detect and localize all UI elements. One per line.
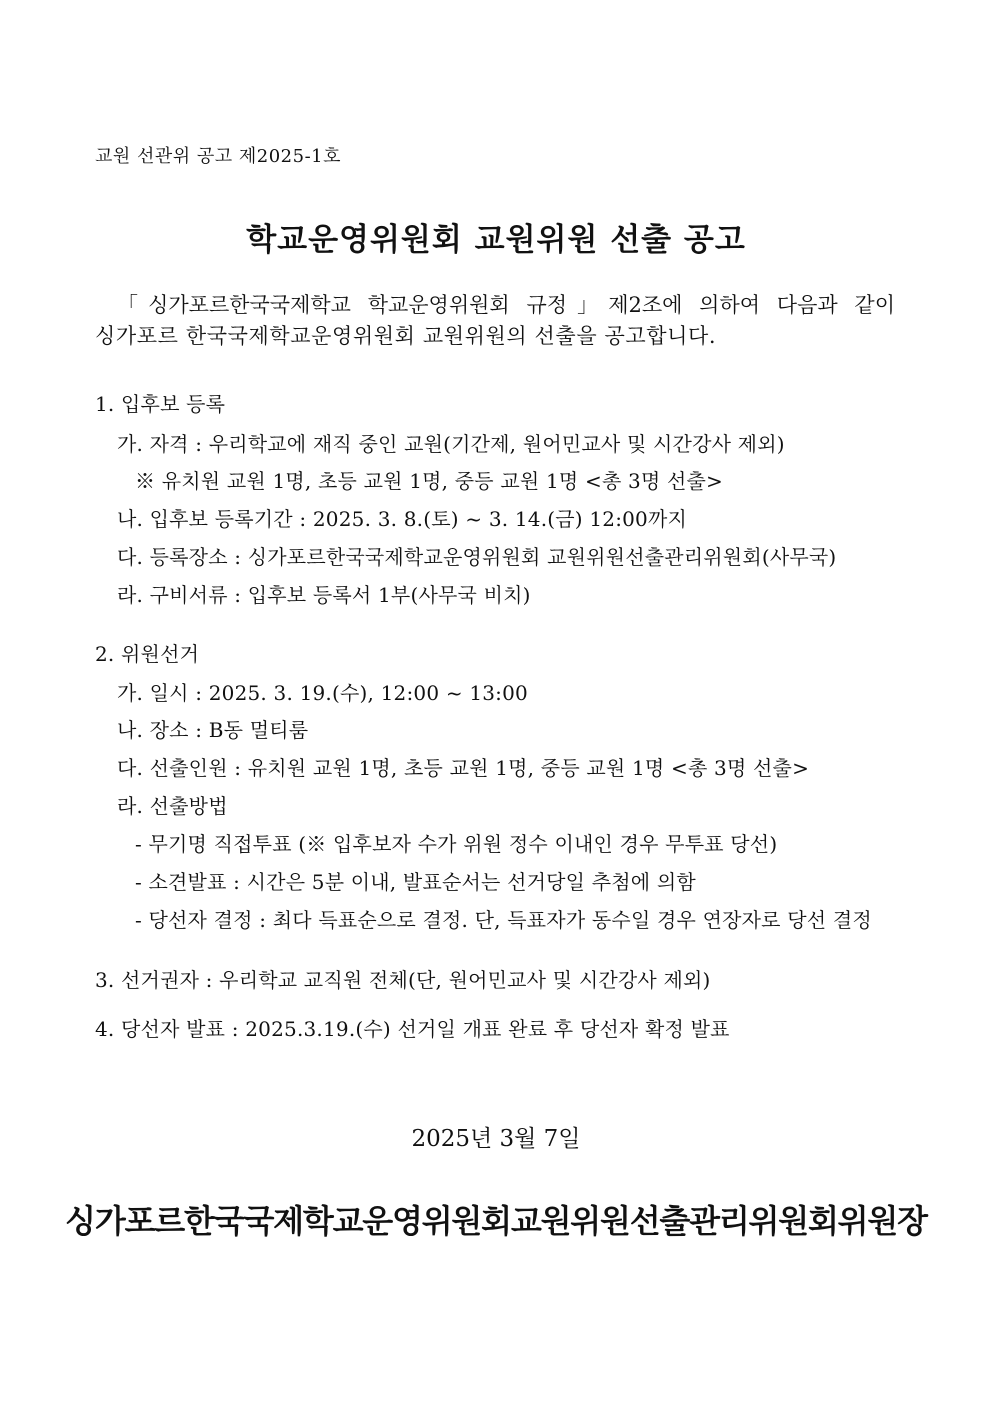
section-1-item-place: 다. 등록장소 : 싱가포르한국국제학교운영위원회 교원위원선출관리위원회(사무국) <box>117 545 837 569</box>
notice-date: 2025년 3월 7일 <box>411 1126 581 1152</box>
section-1-item-period: 나. 입후보 등록기간 : 2025. 3. 8.(토) ~ 3. 14.(금) 12:00까지 <box>117 507 688 531</box>
section-2-method-vote: - 무기명 직접투표 (※ 입후보자 수가 위원 정수 이내인 경우 무투표 당선) <box>135 832 778 856</box>
signer-title: 싱가포르한국국제학교운영위원회교원위원선출관리위원회위원장 <box>65 1202 927 1240</box>
intro-line-1: 「싱가포르한국국제학교 학교운영위원회 규정」제2조에 의하여 다음과 같이 <box>117 293 895 317</box>
section-2-item-method: 라. 선출방법 <box>117 794 228 818</box>
intro-paragraph <box>95 290 895 352</box>
section-3-voters: 3. 선거권자 : 우리학교 교직원 전체(단, 원어민교사 및 시간강사 제외) <box>95 968 711 992</box>
section-1-item-documents: 라. 구비서류 : 입후보 등록서 1부(사무국 비치) <box>117 583 531 607</box>
notice-number: 교원 선관위 공고 제2025-1호 <box>95 146 341 167</box>
section-2-heading: 2. 위원선거 <box>95 642 200 666</box>
section-2-method-speech: - 소견발표 : 시간은 5분 이내, 발표순서는 선거당일 추첨에 의함 <box>135 870 696 894</box>
section-2-item-place: 나. 장소 : B동 멀티룸 <box>117 718 309 742</box>
section-2-item-datetime: 가. 일시 : 2025. 3. 19.(수), 12:00 ~ 13:00 <box>117 681 528 705</box>
section-2-method-decision: - 당선자 결정 : 최다 득표순으로 결정. 단, 득표자가 동수일 경우 연장자로 당선 결정 <box>135 908 872 932</box>
section-1-item-qualification: 가. 자격 : 우리학교에 재직 중인 교원(기간제, 원어민교사 및 시간강사 제외) <box>117 432 785 456</box>
document-title: 학교운영위원회 교원위원 선출 공고 <box>246 222 746 258</box>
section-1-heading: 1. 입후보 등록 <box>95 392 226 416</box>
section-4-announcement: 4. 당선자 발표 : 2025.3.19.(수) 선거일 개표 완료 후 당선자 확정 발표 <box>95 1017 730 1041</box>
intro-line-2: 싱가포르 한국국제학교운영위원회 교원위원의 선출을 공고합니다. <box>95 324 717 348</box>
section-2-item-count: 다. 선출인원 : 유치원 교원 1명, 초등 교원 1명, 중등 교원 1명 <총 3명 선출> <box>117 756 810 780</box>
section-1-item-note: ※ 유치원 교원 1명, 초등 교원 1명, 중등 교원 1명 <총 3명 선출> <box>135 469 724 493</box>
